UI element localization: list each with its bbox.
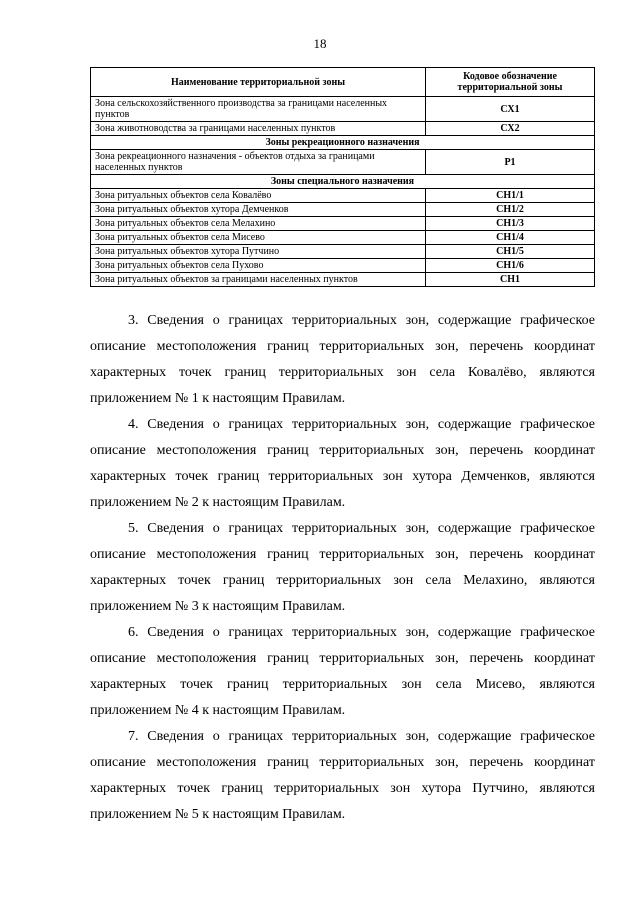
- paragraph-text: 7. Сведения о границах территориальных зон, содержащие графическое описание местоположения границ территориальных зон, перечень координат характерных точек границ территориальных зон хутора Путчино, являются приложением № 5 к настоящим Правилам.: [90, 729, 595, 822]
- zone-code-cell: СН1/3: [426, 217, 595, 231]
- paragraph-text: 5. Сведения о границах территориальных зон, содержащие графическое описание местоположения границ территориальных зон, перечень координат характерных точек границ территориальных зон села Мелахино, являются приложением № 3 к настоящим Правилам.: [90, 521, 595, 614]
- table-row: [91, 122, 595, 136]
- zone-name-cell: Зона сельскохозяйственного производства за границами населенных пунктов: [91, 97, 426, 122]
- zone-code-cell: СН1: [426, 273, 595, 287]
- zone-name-cell: Зона ритуальных объектов хутора Демченков: [91, 203, 426, 217]
- zone-name-cell: Зона ритуальных объектов села Мисево: [91, 231, 426, 245]
- section-title: Зоны рекреационного назначения: [91, 136, 595, 150]
- zone-code-cell: СН1/5: [426, 245, 595, 259]
- table-row: [91, 150, 595, 175]
- table-row: [91, 97, 595, 122]
- table-row: [91, 231, 595, 245]
- zone-name-cell: Зона ритуальных объектов хутора Путчино: [91, 245, 426, 259]
- zone-code-cell: СХ2: [426, 122, 595, 136]
- table-header-row: [91, 68, 595, 97]
- paragraph: [90, 724, 595, 828]
- paragraph-text: 3. Сведения о границах территориальных зон, содержащие графическое описание местоположения границ территориальных зон, перечень координат характерных точек границ территориальных зон села Ковалёво, являются приложением № 1 к настоящим Правилам.: [90, 313, 595, 406]
- table-row: [91, 245, 595, 259]
- zone-name-cell: Зона ритуальных объектов села Пухово: [91, 259, 426, 273]
- paragraph: [90, 308, 595, 412]
- section-title: Зоны специального назначения: [91, 175, 595, 189]
- table-row: [91, 217, 595, 231]
- table-row: [91, 203, 595, 217]
- zone-name-cell: Зона ритуальных объектов села Ковалёво: [91, 189, 426, 203]
- table-row: [91, 189, 595, 203]
- paragraph: [90, 620, 595, 724]
- table-section-row: [91, 175, 595, 189]
- zone-code-cell: СХ1: [426, 97, 595, 122]
- zone-name-cell: Зона ритуальных объектов за границами населенных пунктов: [91, 273, 426, 287]
- header-zone-name: Наименование территориальной зоны: [91, 68, 426, 97]
- zone-name-cell: Зона рекреационного назначения - объектов отдыха за границами населенных пунктов: [91, 150, 426, 175]
- table-row: [91, 273, 595, 287]
- table-row: [91, 259, 595, 273]
- zone-code-cell: СН1/4: [426, 231, 595, 245]
- paragraph: [90, 412, 595, 516]
- paragraph: [90, 516, 595, 620]
- table-section-row: [91, 136, 595, 150]
- zones-table-body: [91, 97, 595, 287]
- zone-code-cell: Р1: [426, 150, 595, 175]
- page-number: 18: [313, 36, 327, 51]
- paragraph-text: 4. Сведения о границах территориальных зон, содержащие графическое описание местоположения границ территориальных зон, перечень координат характерных точек границ территориальных зон хутора Демченков, являются приложением № 2 к настоящим Правилам.: [90, 417, 595, 510]
- zone-code-cell: СН1/2: [426, 203, 595, 217]
- header-zone-code: Кодовое обозначение территориальной зоны: [426, 68, 595, 97]
- zone-code-cell: СН1/6: [426, 259, 595, 273]
- zone-code-cell: СН1/1: [426, 189, 595, 203]
- zones-table: [90, 67, 595, 287]
- zone-name-cell: Зона животноводства за границами населенных пунктов: [91, 122, 426, 136]
- paragraph-text: 6. Сведения о границах территориальных зон, содержащие графическое описание местоположения границ территориальных зон, перечень координат характерных точек границ территориальных зон села Мисево, являются приложением № 4 к настоящим Правилам.: [90, 625, 595, 718]
- zone-name-cell: Зона ритуальных объектов села Мелахино: [91, 217, 426, 231]
- body-paragraphs: [90, 308, 595, 828]
